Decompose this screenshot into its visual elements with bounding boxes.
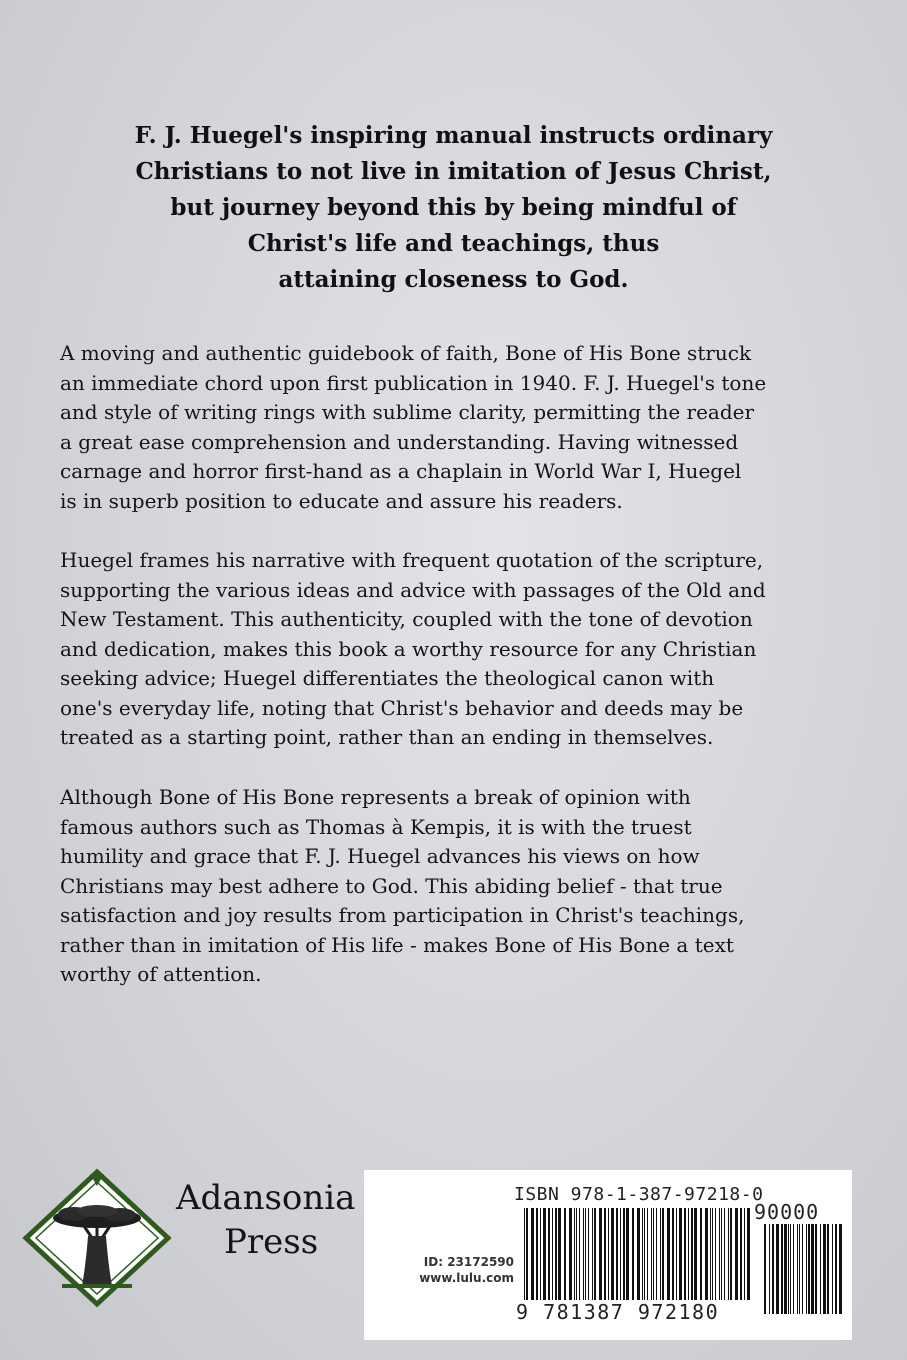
paragraph-line: supporting the various ideas and advice with passages of the Old and [60, 577, 766, 602]
headline-blurb [60, 118, 847, 298]
description-paragraph-1 [60, 339, 860, 516]
paragraph-line: treated as a starting point, rather than an ending in themselves. [60, 725, 714, 749]
paragraph-line: seeking advice; Huegel differentiates the theological canon with [60, 666, 715, 690]
paragraph-line: a great ease comprehension and understanding. Having witnessed [60, 429, 739, 454]
paragraph-line: an immediate chord upon first publication in 1940. F. J. Huegel's tone [60, 370, 767, 395]
publisher-name-line1: Adansonia [176, 1178, 356, 1218]
barcode-digits: 9 781387 972180 [516, 1300, 720, 1324]
id-label: ID: 23172590 [423, 1255, 514, 1269]
paragraph-line: satisfaction and joy results from participation in Christ's teachings, [60, 903, 745, 927]
headline-line: F. J. Huegel's inspiring manual instructs ordinary [134, 122, 773, 149]
paragraph-line: and dedication, makes this book a worthy resource for any Christian [60, 636, 757, 661]
publisher-name [176, 1176, 355, 1264]
barcode-box [364, 1170, 852, 1340]
paragraph-line: Christians may best adhere to God. This abiding belief - that true [60, 873, 723, 898]
headline-line: attaining closeness to God. [278, 266, 629, 293]
paragraph-line: New Testament. This authenticity, coupled with the tone of devotion [60, 607, 753, 631]
paragraph-line: humility and grace that F. J. Huegel advances his views on how [60, 844, 700, 868]
headline-line: but journey beyond this by being mindful of [170, 194, 737, 221]
paragraph-line: carnage and horror first-hand as a chaplain in World War I, Huegel [60, 459, 742, 483]
site-label: www.lulu.com [419, 1271, 514, 1285]
paragraph-line: famous authors such as Thomas à Kempis, it is with the truest [60, 814, 692, 839]
paragraph-line: and style of writing rings with sublime clarity, permitting the reader [60, 400, 755, 424]
paragraph-line: rather than in imitation of His life - makes Bone of His Bone a text [60, 932, 734, 957]
headline-line: Christians to not live in imitation of Jesus Christ, [135, 158, 772, 185]
isbn-label: ISBN 978-1-387-97218-0 [514, 1184, 764, 1205]
paragraph-line: is in superb position to educate and assure his readers. [60, 488, 623, 513]
paragraph-line: Although Bone of His Bone represents a break of opinion with [60, 785, 691, 809]
paragraph-line: one's everyday life, noting that Christ's behavior and deeds may be [60, 695, 744, 720]
lulu-id-block [386, 1254, 514, 1286]
headline-line: Christ's life and teachings, thus [247, 230, 660, 257]
paragraph-line: worthy of attention. [60, 962, 262, 986]
paragraph-line: A moving and authentic guidebook of faith, Bone of His Bone struck [60, 341, 752, 365]
paragraph-line: Huegel frames his narrative with frequent quotation of the scripture, [60, 548, 764, 572]
publisher-name-line2: Press [224, 1222, 319, 1262]
description-paragraph-2 [60, 546, 860, 753]
addon-digits: 90000 [754, 1200, 820, 1224]
baobab-tree-icon [22, 1168, 172, 1308]
description-paragraph-3 [60, 783, 860, 990]
